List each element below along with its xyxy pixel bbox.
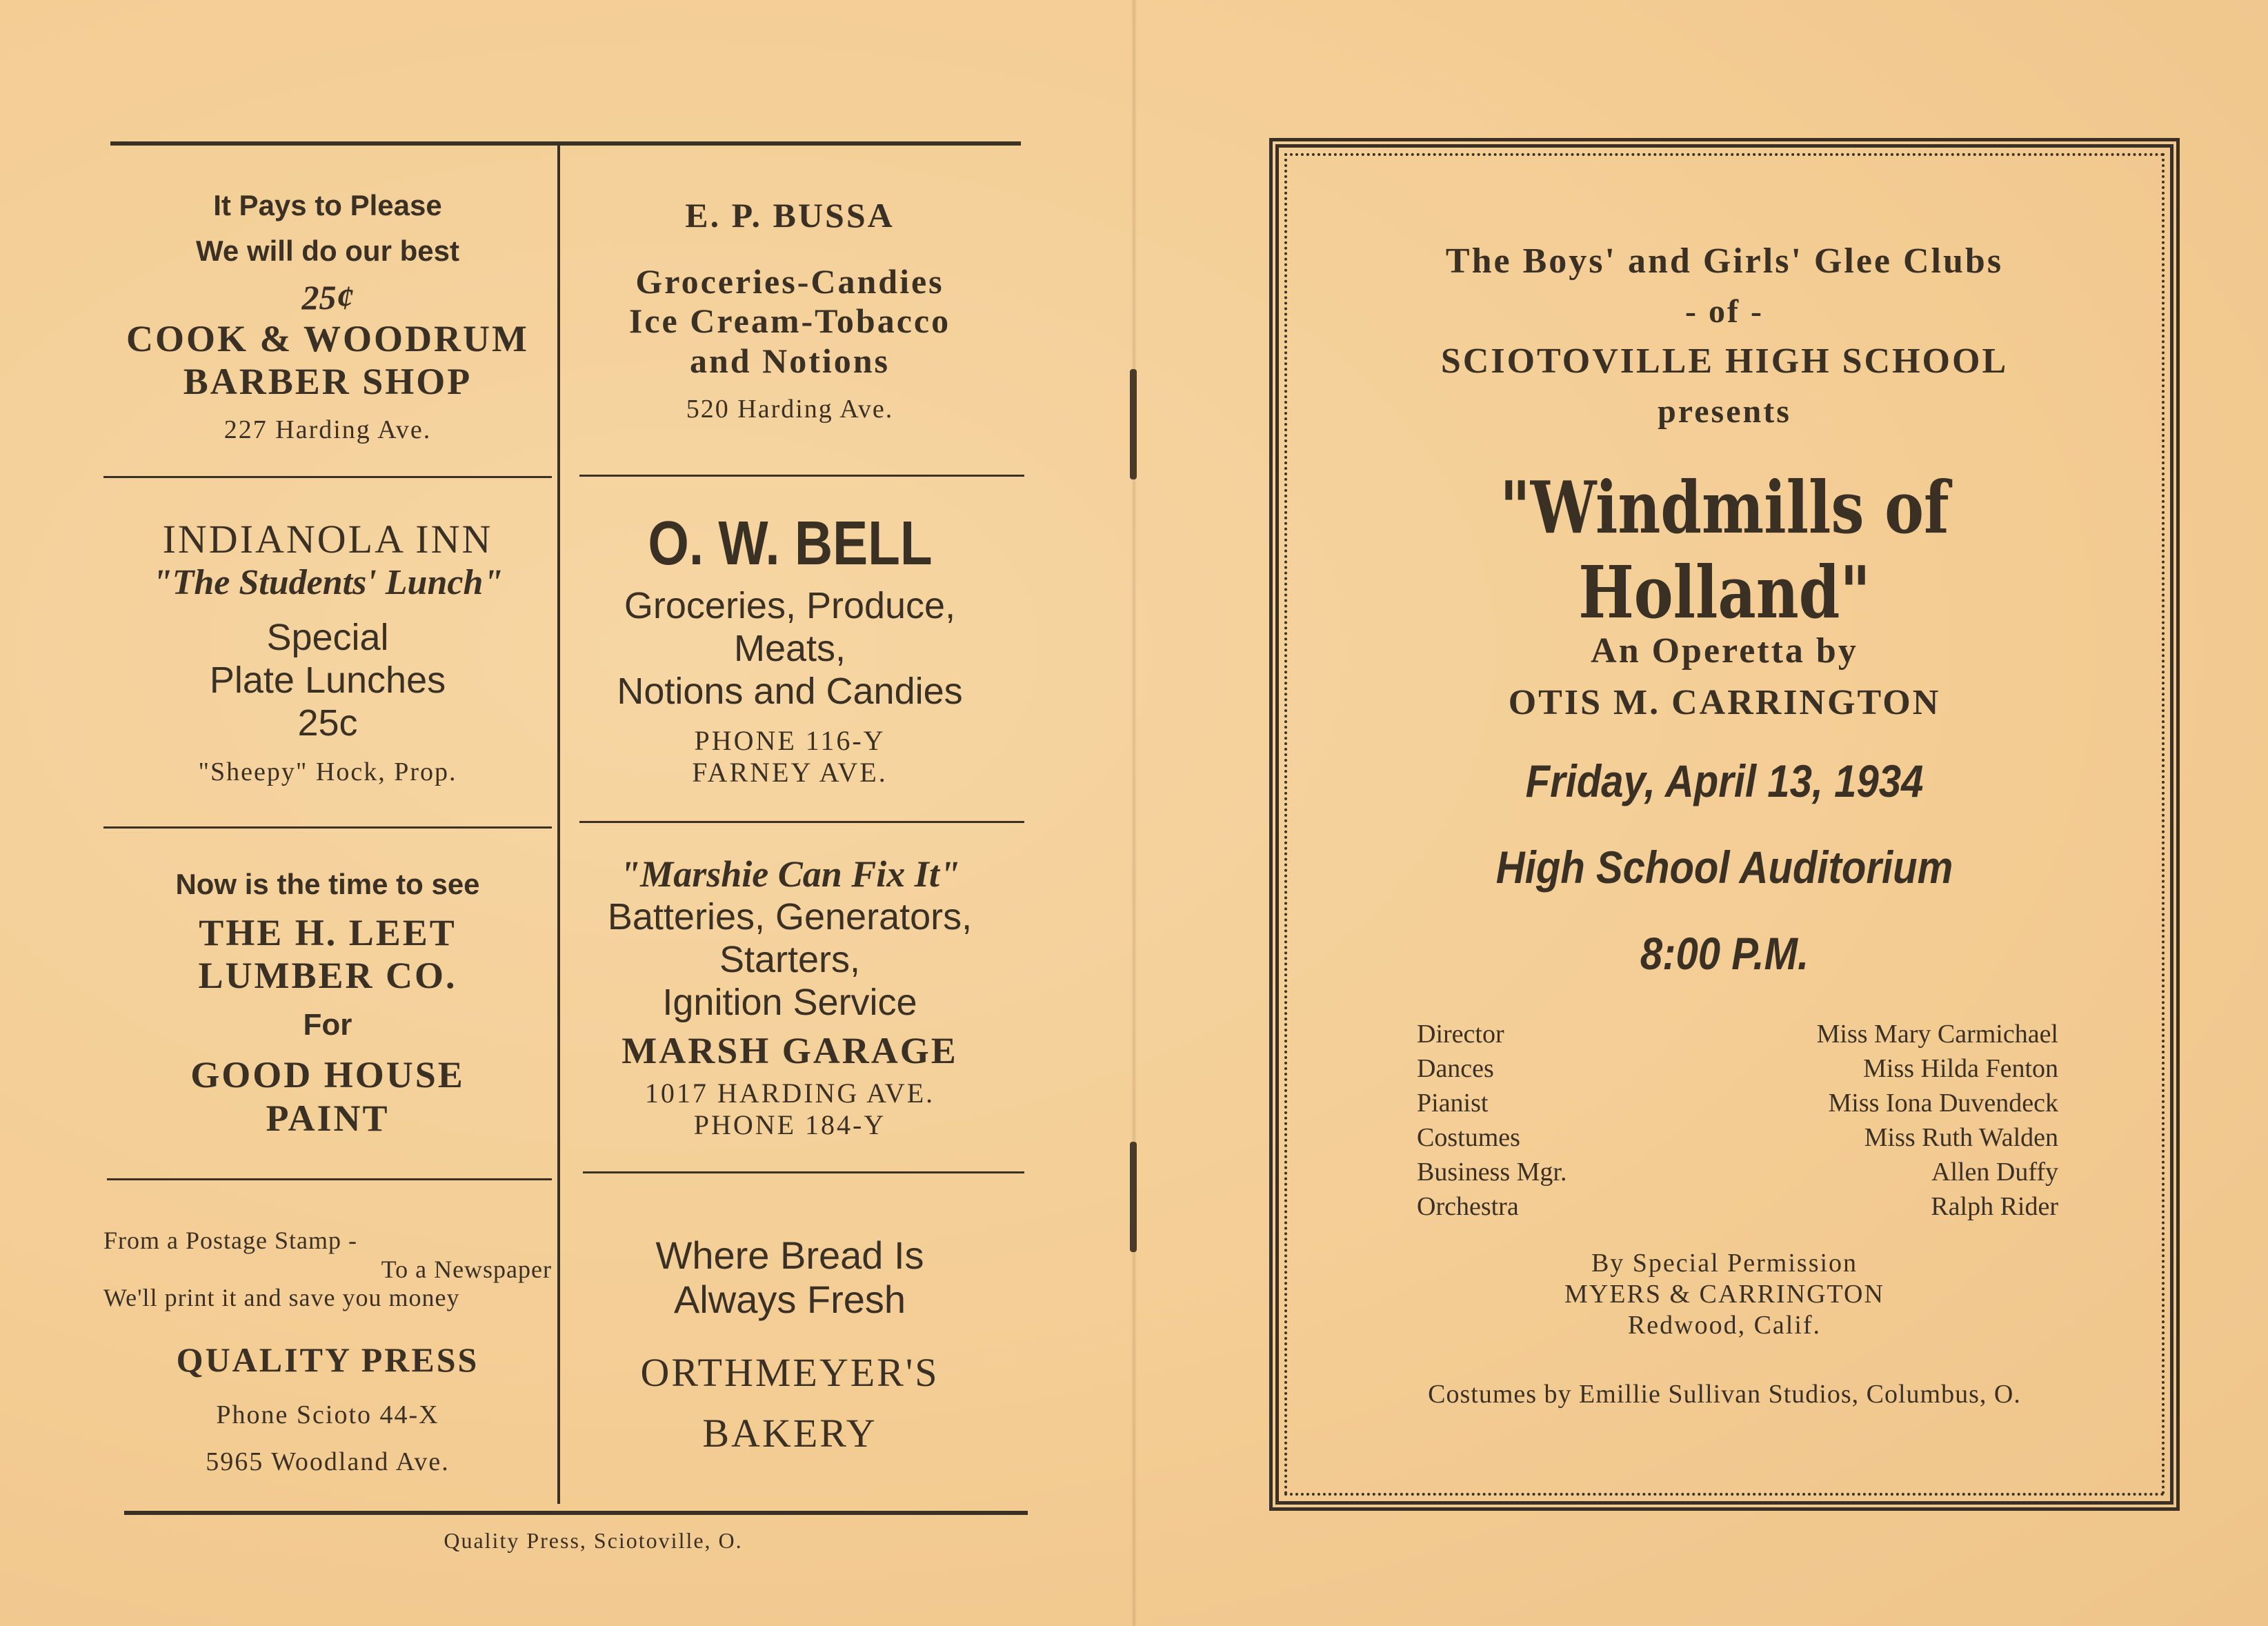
ad-h-leet-lumber <box>103 842 552 1166</box>
ad-line: We'll print it and save you money <box>103 1284 460 1312</box>
ad-marsh-garage <box>566 835 1014 1159</box>
ad-address: 227 Harding Ave. <box>223 415 432 445</box>
school-name: SCIOTOVILLE HIGH SCHOOL <box>1440 341 2009 381</box>
ad-business-name: QUALITY PRESS <box>176 1340 479 1379</box>
ad-business-name: ORTHMEYER'S <box>640 1349 939 1395</box>
performance-venue: High School Auditorium <box>1495 842 1953 893</box>
ad-line: To a Newspaper <box>381 1255 552 1283</box>
ad-orthmeyers-bakery <box>566 1193 1014 1497</box>
ad-quality-press <box>103 1200 552 1504</box>
program-cover <box>1279 148 2170 1501</box>
ad-line: COOK & WOODRUM <box>126 318 529 360</box>
credit-name: Miss Hilda Fenton <box>1863 1054 2058 1083</box>
ad-address: FARNEY AVE. <box>692 756 888 788</box>
row-rule-2-right <box>579 821 1024 823</box>
ornamental-border <box>1269 138 2180 1511</box>
row-rule-3-right <box>583 1171 1024 1173</box>
ad-price: 25c <box>297 702 358 744</box>
ad-line: Batteries, Generators, <box>607 895 973 938</box>
ad-business-name-cont: LUMBER CO. <box>198 954 457 996</box>
ad-phone: Phone Scioto 44-X <box>216 1400 439 1430</box>
ad-ow-bell <box>566 490 1014 807</box>
credit-name: Ralph Rider <box>1931 1192 2058 1221</box>
ad-line: Groceries, Produce, <box>624 584 956 626</box>
operetta-author: OTIS M. CARRINGTON <box>1508 683 1941 722</box>
credit-name: Miss Iona Duvendeck <box>1828 1089 2058 1118</box>
credit-row <box>1417 1051 2058 1086</box>
ad-line: Groceries-Candies <box>635 261 944 301</box>
ad-ep-bussa <box>566 159 1014 462</box>
ad-slogan: Where Bread Is <box>655 1233 924 1277</box>
advertisement-page <box>103 138 1031 1518</box>
ad-price: 25¢ <box>301 277 354 317</box>
printer-imprint: Quality Press, Sciotoville, O. <box>444 1528 743 1553</box>
ad-line: We will do our best <box>196 235 459 268</box>
credit-row <box>1417 1155 2058 1189</box>
ad-business-name: MARSH GARAGE <box>621 1030 958 1072</box>
credit-name: Allen Duffy <box>1931 1158 2058 1187</box>
credit-row <box>1417 1086 2058 1120</box>
ad-business-name: O. W. BELL <box>647 509 933 579</box>
credit-role: Costumes <box>1417 1123 1520 1152</box>
ad-line: PAINT <box>266 1097 390 1139</box>
ad-line: Now is the time to see <box>175 868 480 901</box>
ad-line: Ignition Service <box>662 982 917 1024</box>
top-rule <box>110 141 1021 146</box>
ad-line: Starters, <box>719 938 861 980</box>
credit-role: Director <box>1417 1020 1504 1049</box>
ad-business-name: INDIANOLA INN <box>162 516 493 562</box>
credit-role: Pianist <box>1417 1089 1489 1118</box>
row-rule-1-right <box>579 475 1024 477</box>
ad-line: GOOD HOUSE <box>190 1054 465 1096</box>
ad-line: Ice Cream-Tobacco <box>628 301 951 341</box>
ad-line: Plate Lunches <box>209 660 446 702</box>
performance-time: 8:00 P.M. <box>1640 928 1809 979</box>
ad-address: 1017 HARDING AVE. <box>644 1078 935 1109</box>
ad-phone: PHONE 116-Y <box>694 724 886 756</box>
credit-role: Business Mgr. <box>1417 1158 1567 1187</box>
staple-bottom <box>1130 1142 1137 1252</box>
ad-slogan: "The Students' Lunch" <box>152 563 504 603</box>
ad-business-name: E. P. BUSSA <box>685 196 895 235</box>
ad-cook-woodrum-barber <box>103 166 552 469</box>
credit-row <box>1417 1017 2058 1051</box>
ad-business-name: THE H. LEET <box>199 911 457 953</box>
ad-line: It Pays to Please <box>213 189 442 222</box>
operetta-subtitle: An Operetta by <box>1591 631 1858 671</box>
ad-line: Notions and Candies <box>617 670 963 712</box>
ad-business-name-cont: BAKERY <box>702 1411 877 1456</box>
center-column-rule <box>557 141 560 1504</box>
ad-slogan: "Marshie Can Fix It" <box>619 853 960 895</box>
bottom-rule <box>124 1511 1028 1515</box>
ad-line: From a Postage Stamp - <box>103 1227 357 1255</box>
credit-name: Miss Ruth Walden <box>1864 1123 2058 1152</box>
ad-line: For <box>303 1007 352 1042</box>
center-fold <box>1131 0 1137 1626</box>
ad-business-name: BARBER SHOP <box>183 361 472 403</box>
row-rule-2-left <box>103 826 552 829</box>
presenters-line: The Boys' and Girls' Glee Clubs <box>1445 241 2004 281</box>
staple-top <box>1130 369 1137 479</box>
ad-proprietor: "Sheepy" Hock, Prop. <box>198 757 457 786</box>
credit-name: Miss Mary Carmichael <box>1816 1020 2058 1049</box>
ad-address: 520 Harding Ave. <box>686 395 894 424</box>
row-rule-3-left <box>107 1178 552 1180</box>
ad-phone: PHONE 184-Y <box>693 1109 886 1141</box>
ad-address: 5965 Woodland Ave. <box>206 1447 450 1476</box>
permission-line: By Special Permission <box>1591 1249 1858 1278</box>
ad-line: Meats, <box>733 627 846 669</box>
credit-role: Orchestra <box>1417 1192 1519 1221</box>
ad-slogan-cont: Always Fresh <box>673 1278 906 1322</box>
presents-text: presents <box>1658 393 1791 430</box>
permission-location: Redwood, Calif. <box>1627 1311 1822 1340</box>
credit-row <box>1417 1189 2058 1224</box>
row-rule-1-left <box>103 476 552 478</box>
costumes-credit: Costumes by Emillie Sullivan Studios, Columbus, O. <box>1428 1380 2021 1409</box>
credit-role: Dances <box>1417 1054 1494 1083</box>
permission-holder: MYERS & CARRINGTON <box>1564 1280 1884 1309</box>
presenters-of: - of - <box>1685 293 1764 330</box>
ad-line: Special <box>266 617 389 659</box>
ad-line: and Notions <box>689 341 891 380</box>
credits-list <box>1417 1017 2058 1224</box>
ad-indianola-inn <box>103 490 552 814</box>
credit-row <box>1417 1120 2058 1155</box>
performance-date: Friday, April 13, 1934 <box>1525 755 1924 806</box>
operetta-title: "Windmills of Holland" <box>1500 465 1949 635</box>
